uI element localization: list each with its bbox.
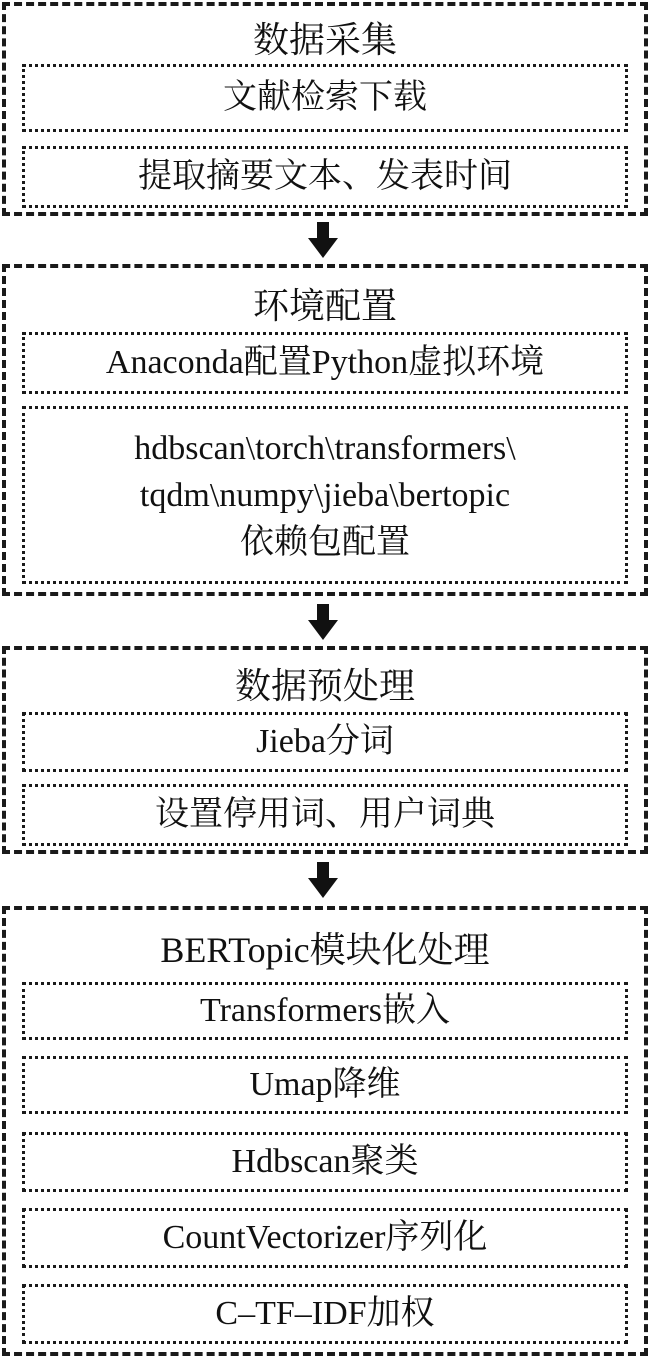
stage-title: 环境配置: [252, 286, 397, 326]
stage-title: 数据预处理: [234, 666, 415, 706]
step-label: 设置停用词、用户词典: [155, 796, 495, 833]
step-label: 提取摘要文本、发表时间: [138, 158, 512, 195]
stage-title: 数据采集: [252, 20, 397, 60]
down-arrow-icon: [308, 862, 338, 898]
step-label: Umap降维: [249, 1066, 401, 1103]
stage-environment-setup: [2, 264, 648, 596]
stage-title: BERTopic模块化处理: [160, 930, 490, 970]
step-box: [22, 1284, 628, 1344]
step-box: [22, 784, 628, 846]
step-label: CountVectorizer序列化: [162, 1219, 488, 1256]
step-label: Transformers嵌入: [200, 992, 450, 1029]
step-label: 文献检索下载: [223, 79, 427, 116]
step-box: [22, 982, 628, 1040]
step-label: Hdbscan聚类: [231, 1143, 419, 1180]
step-label-line: tqdm\numpy\jieba\bertopic: [139, 476, 511, 514]
step-box: [22, 146, 628, 208]
step-label-line: hdbscan\torch\transformers\: [134, 429, 516, 467]
step-label: C–TF–IDF加权: [215, 1295, 435, 1332]
step-box: [22, 1208, 628, 1268]
step-box: [22, 332, 628, 394]
stage-data-collection: [2, 2, 648, 216]
step-box: [22, 1056, 628, 1114]
step-box: [22, 712, 628, 772]
stage-bertopic-processing: [2, 906, 648, 1356]
step-box: [22, 1132, 628, 1192]
down-arrow-icon: [308, 604, 338, 640]
step-label: Jieba分词: [256, 723, 394, 760]
down-arrow-icon: [308, 222, 338, 258]
step-box: [22, 406, 628, 584]
step-label: Anaconda配置Python虚拟环境: [105, 344, 545, 381]
step-label-line: 依赖包配置: [240, 523, 410, 561]
stage-data-preprocessing: [2, 646, 648, 854]
step-box: [22, 64, 628, 132]
